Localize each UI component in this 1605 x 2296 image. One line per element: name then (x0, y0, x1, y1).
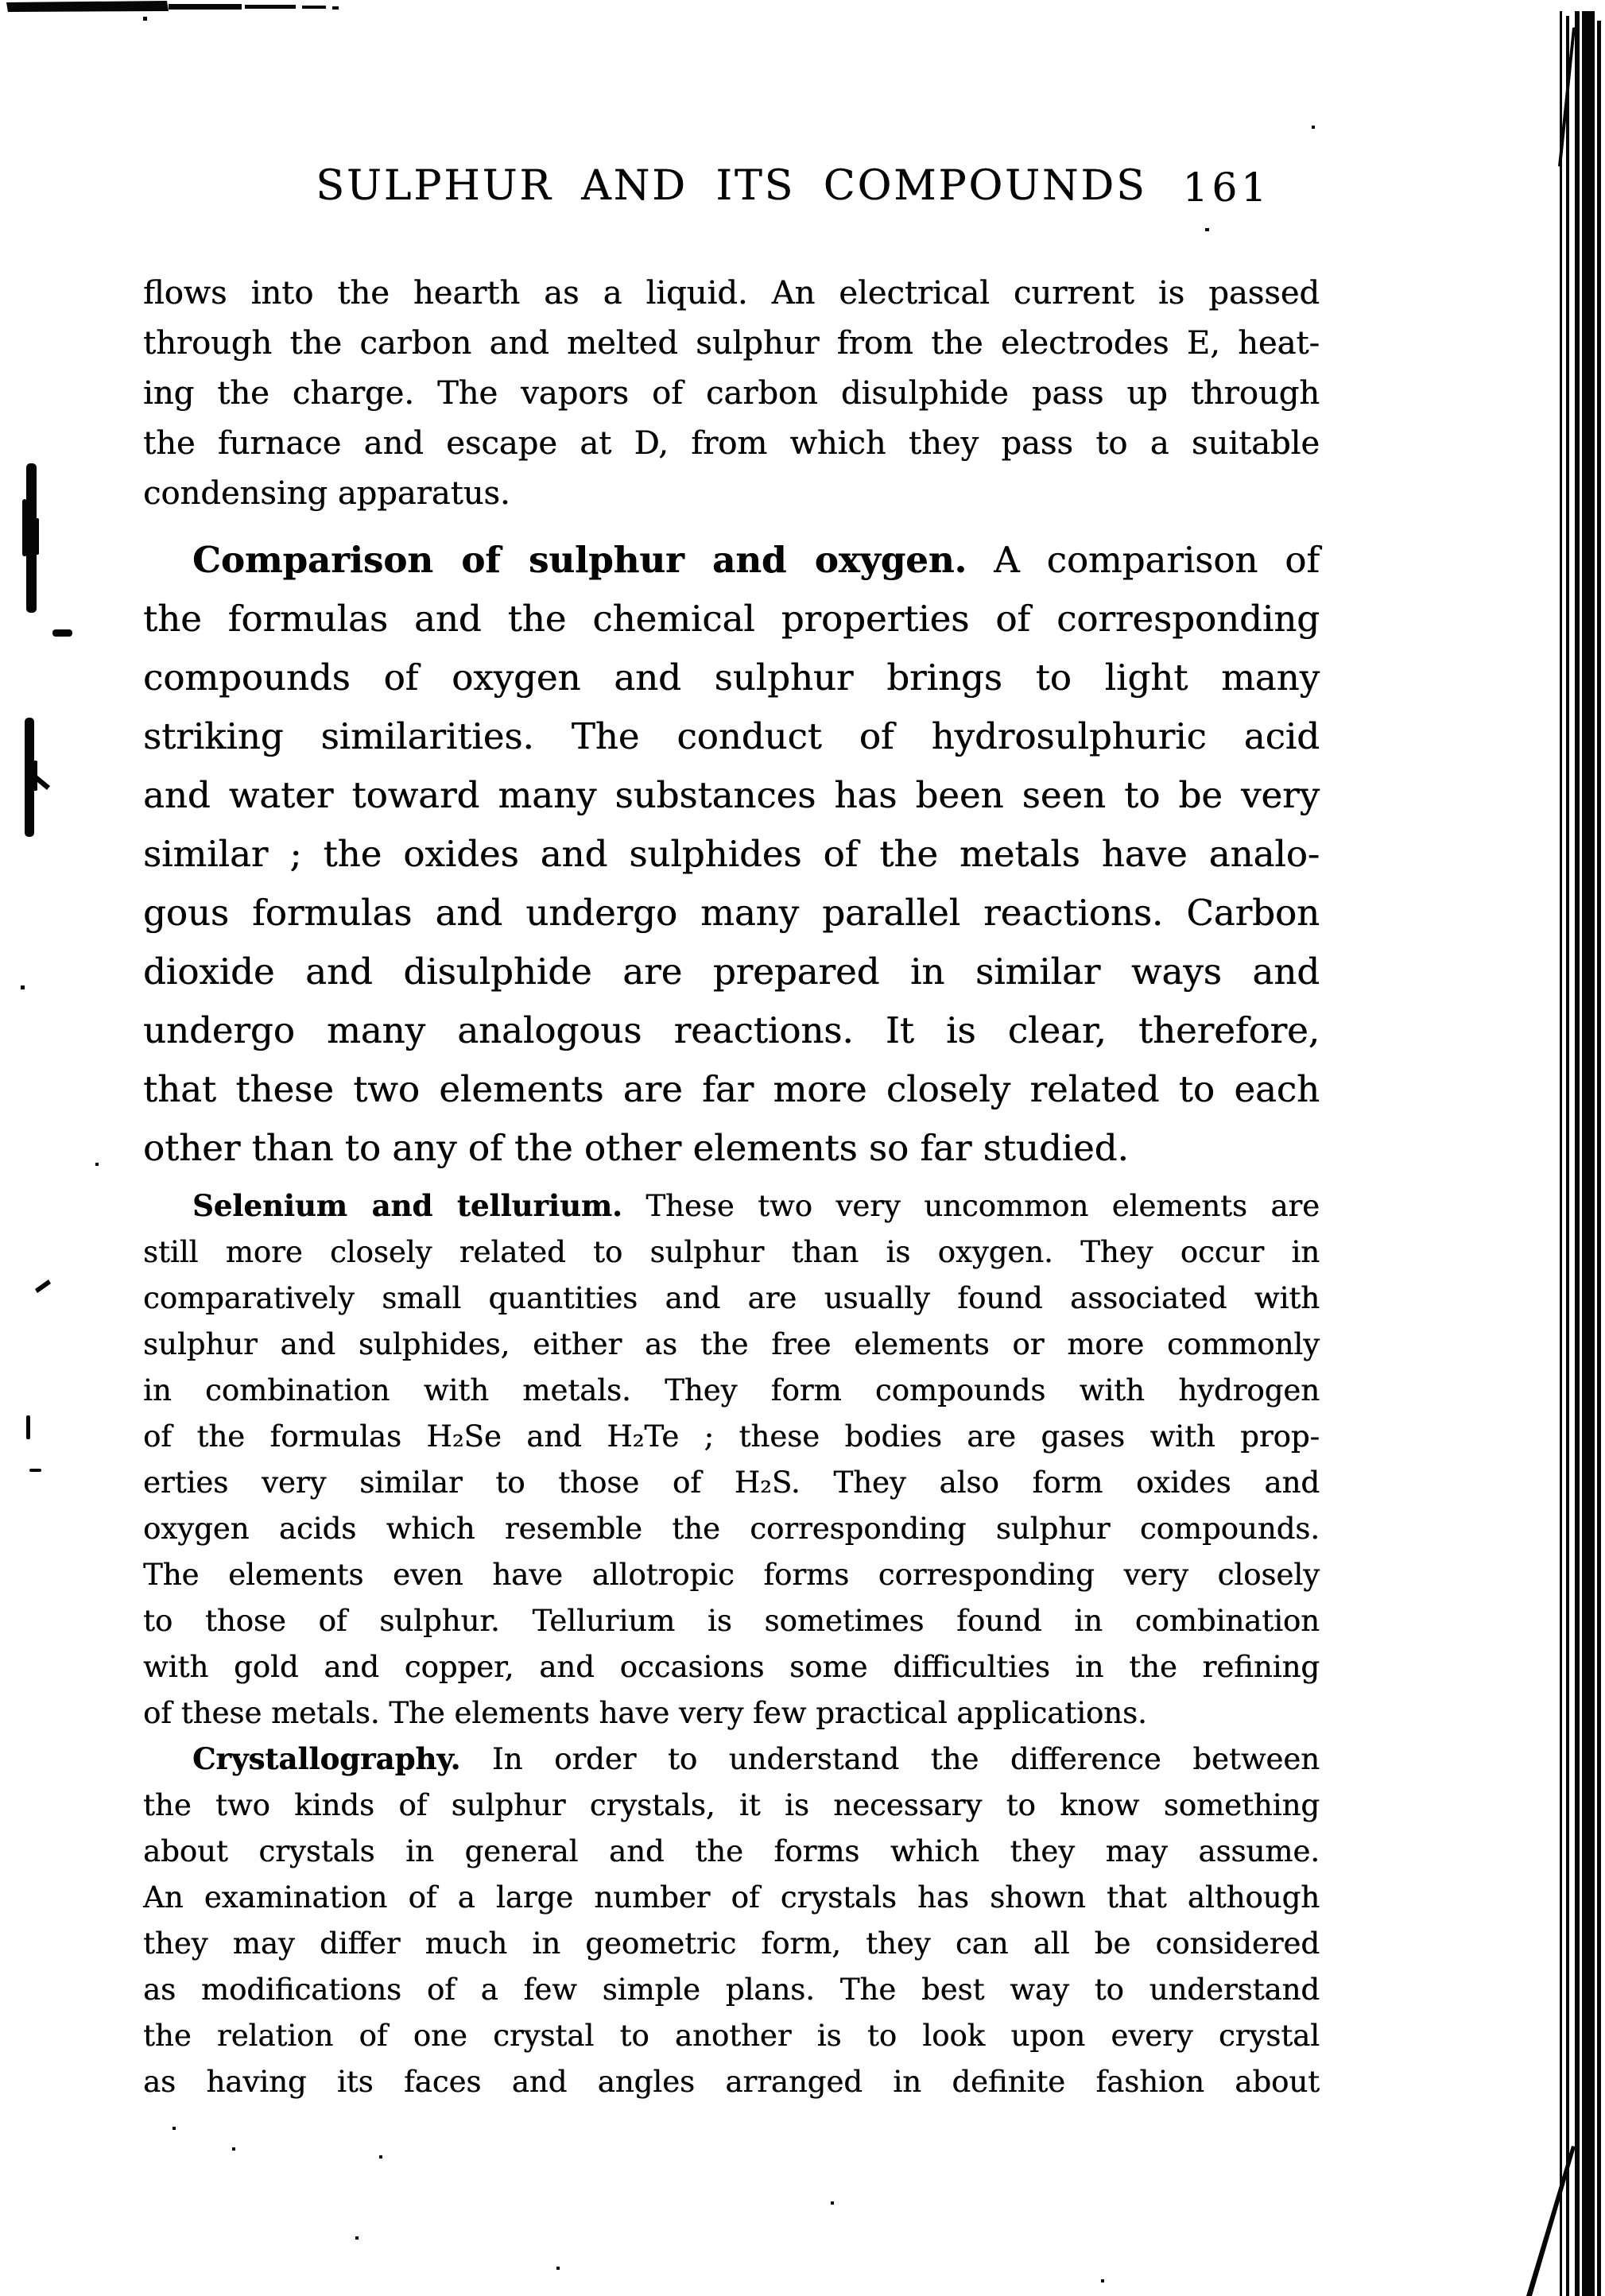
text-line: condensing apparatus. (143, 475, 510, 512)
section-heading: Crystallography. (192, 1741, 461, 1776)
text-line: still more closely related to sulphur than is oxygen. They occur in (143, 1235, 1320, 1269)
text-line: other than to any of the other elements so far studied. (143, 1127, 1129, 1169)
section-heading: Comparison of sulphur and oxygen. (192, 539, 967, 581)
right-binding-lines (1558, 11, 1601, 2296)
text-line: striking similarities. The conduct of hydrosulphuric acid (143, 715, 1320, 757)
text-line: In order to understand the difference between (460, 1742, 1320, 1776)
text-line: of these metals. The elements have very few practical applications. (143, 1696, 1147, 1730)
text-line: oxygen acids which resemble the corresponding sulphur compounds. (143, 1512, 1320, 1546)
text-line: These two very uncommon elements are (622, 1189, 1320, 1223)
text-line: in combination with metals. They form compounds with hydrogen (143, 1373, 1320, 1407)
text-line: the relation of one crystal to another is to look upon every crystal (143, 2019, 1320, 2053)
text-line: comparatively small quantities and are usually found associated with (143, 1281, 1320, 1315)
text-line: the formulas and the chemical properties of corresponding (143, 598, 1320, 640)
text-line: and water toward many substances has been seen to be very (143, 774, 1320, 816)
text-line: similar ; the oxides and sulphides of the metals have analo- (143, 833, 1320, 875)
text-line: A comparison of (967, 539, 1320, 581)
text-line (143, 1183, 1320, 1229)
text-line (143, 531, 1320, 590)
text-line: erties very similar to those of H₂S. They also form oxides and (143, 1465, 1320, 1500)
text-line: through the carbon and melted sulphur from the electrodes E, heat- (143, 325, 1320, 362)
text-line: dioxide and disulphide are prepared in similar ways and (143, 951, 1320, 993)
section-heading: Selenium and tellurium. (192, 1188, 622, 1223)
text-line: gous formulas and undergo many parallel reactions. Carbon (143, 892, 1320, 934)
page-title: SULPHUR AND ITS COMPOUNDS (316, 162, 1147, 210)
paragraph-carbon-disulphide (143, 269, 1320, 519)
text-line (143, 1736, 1320, 1783)
top-edge-scan-mark (6, 1, 339, 12)
text-line: of the formulas H₂Se and H₂Te ; these bodies are gases with prop- (143, 1419, 1320, 1454)
page-curl-line (1526, 2146, 1576, 2296)
text-line: as modifications of a few simple plans. The best way to understand (143, 1973, 1320, 2007)
text-line: An examination of a large number of crystals has shown that although (143, 1880, 1320, 1915)
paragraph-selenium-tellurium (143, 1183, 1320, 1737)
running-head (143, 162, 1320, 210)
text-line: with gold and copper, and occasions some difficulties in the refining (143, 1650, 1320, 1684)
text-line: ing the charge. The vapors of carbon disulphide pass up through (143, 375, 1320, 412)
text-line: the furnace and escape at D, from which they pass to a suitable (143, 425, 1320, 462)
left-margin-marks (22, 463, 72, 1472)
text-line: sulphur and sulphides, either as the free elements or more commonly (143, 1327, 1320, 1361)
text-line: they may differ much in geometric form, they can all be considered (143, 1926, 1320, 1961)
paragraph-comparison-sulphur-oxygen (143, 531, 1320, 1178)
page-number: 161 (1182, 165, 1270, 211)
text-line: to those of sulphur. Tellurium is sometimes found in combination (143, 1604, 1320, 1638)
paragraph-crystallography (143, 1736, 1320, 2105)
text-line: flows into the hearth as a liquid. An electrical current is passed (143, 275, 1320, 312)
text-line: The elements even have allotropic forms corresponding very closely (143, 1558, 1320, 1592)
text-line: the two kinds of sulphur crystals, it is necessary to know something (143, 1788, 1320, 1822)
text-line: that these two elements are far more closely related to each (143, 1068, 1320, 1110)
text-line: about crystals in general and the forms which they may assume. (143, 1834, 1320, 1868)
text-line: as having its faces and angles arranged in definite fashion about (143, 2065, 1320, 2099)
text-line: compounds of oxygen and sulphur brings to light many (143, 656, 1320, 699)
text-line: undergo many analogous reactions. It is clear, therefore, (143, 1009, 1320, 1051)
